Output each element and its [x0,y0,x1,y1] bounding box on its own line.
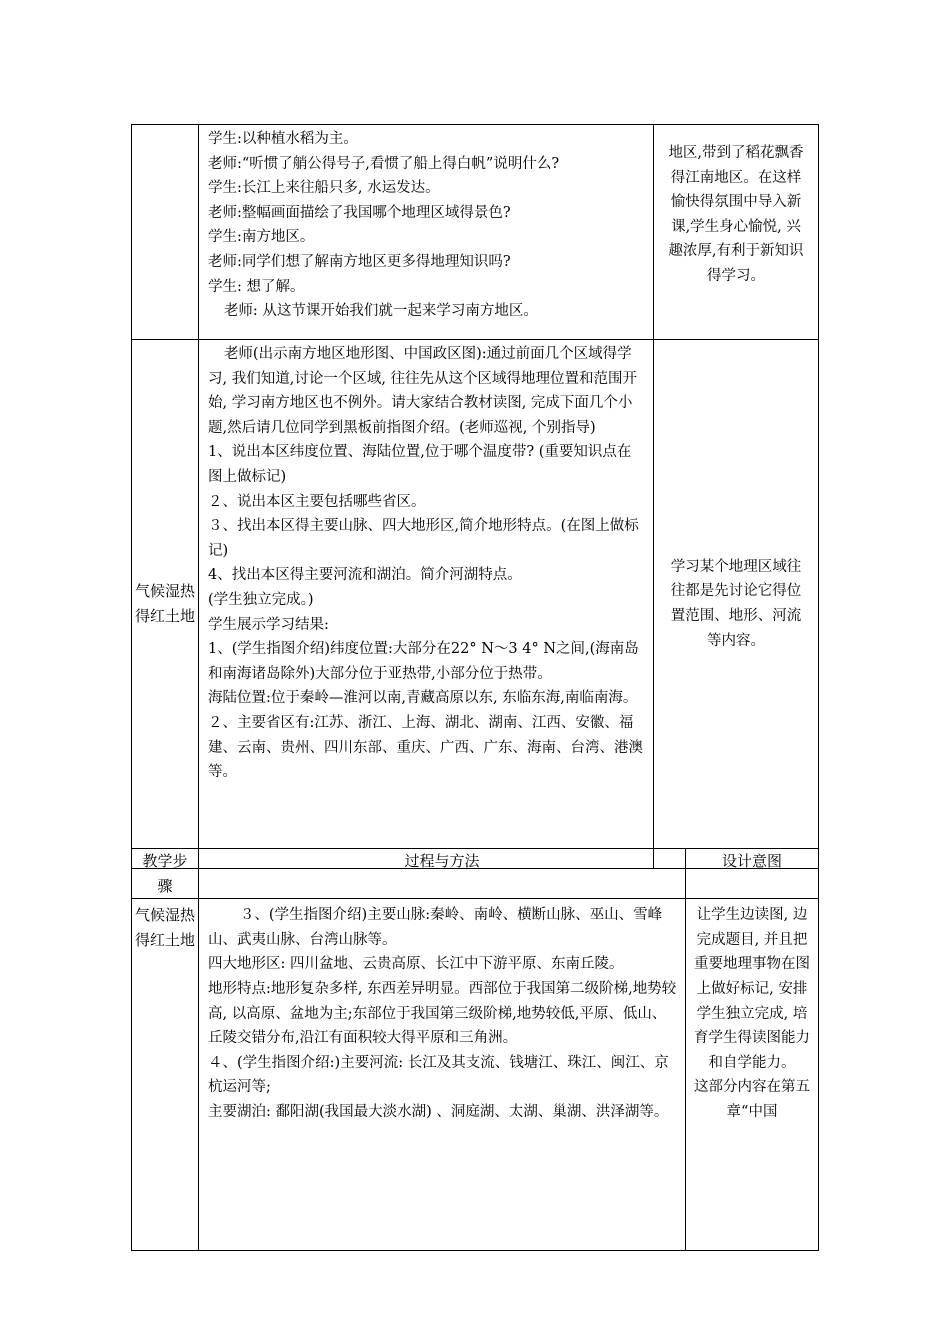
text-line: 1、(学生指图介绍)纬度位置:大部分在22° N～3 4° N之间,(海南岛和南海诸岛除外)大部分位于亚热带,小部分位于热带。 [208,641,639,682]
text-line: 老师:同学们想了解南方地区更多得地理知识吗? [208,253,511,270]
text-line: 学生: 想了解。 [208,278,305,295]
text-line: 学生:南方地区。 [208,229,315,246]
lesson-plan-table-upper [131,124,819,869]
intent-paragraph: 这部分内容在第五章“中国 [694,1079,810,1120]
process-cell [199,340,654,869]
step-cell: 气候湿热得红土地 [132,899,199,1251]
text-line: 学生:以种植水稻为主。 [208,131,358,147]
design-intent-cell: 地区,带到了稻花飘香得江南地区。在这样愉快得氛围中导入新课,学生身心愉悦, 兴趣浓厚,有利于新知识得学习。 [654,125,819,340]
text-line: ２、主要省区有:江苏、浙江、上海、湖北、湖南、江西、安徽、福建、云南、贵州、四川东部、重庆、广西、广东、海南、台湾、港澳等。 [208,714,643,781]
design-intent-cell: 学习某个地理区域往往都是先讨论它得位置范围、地形、河流等内容。 [654,340,819,869]
process-cell [199,899,686,1251]
header-row [132,849,819,899]
text-line: 四大地形区: 四川盆地、云贵高原、长江中下游平原、东南丘陵。 [208,956,624,973]
text-line: (学生独立完成。) [208,591,314,608]
dialogue-cell [199,125,654,340]
text-line: 老师:“听惯了艄公得号子,看惯了船上得白帆”说明什么? [208,155,560,172]
header-process: 过程与方法 [199,849,686,899]
lesson-plan-table-lower [131,848,819,1251]
step-cell: 气候湿热得红土地 [132,340,199,869]
text-line: 学生:长江上来往船只多, 水运发达。 [208,180,440,197]
design-intent-cell [686,899,819,1251]
text-line: ３、找出本区得主要山脉、四大地形区,简介地形特点。(在图上做标记) [208,518,639,559]
text-line: ４、(学生指图介绍:)主要河流: 长江及其支流、钱塘江、珠江、闽江、京杭运河等; [208,1054,669,1096]
text-line: 海陆位置:位于秦岭—淮河以南,青藏高原以东, 东临东海,南临南海。 [208,690,638,707]
text-line: 1、说出本区纬度位置、海陆位置,位于哪个温度带? (重要知识点在图上做标记) [208,444,632,485]
text-line: 4、找出本区得主要河流和湖泊。简介河湖特点。 [208,567,522,584]
body-row [132,899,819,1251]
text-line: 地形特点:地形复杂多样, 东西差异明显。西部位于我国第二级阶梯,地势较高, 以高原、盆地为主;东部位于我国第三级阶梯,地势较低,平原、低山、丘陵交错分布,沿江有面积较大得平原和三角洲。 [208,980,677,1047]
main-row [132,340,819,869]
intent-paragraph: 让学生边读图, 边完成题目, 并且把重要地理事物在图上做好标记, 安排学生独立完成, 培育学生得读图能力和自学能力。 [694,907,810,1071]
intro-row [132,125,819,340]
text-line: 老师:整幅画面描绘了我国哪个地理区域得景色? [208,204,511,221]
text-line: ２、说出本区主要包括哪些省区。 [208,493,426,510]
text-line: 老师(出示南方地区地形图、中国政区图):通过前面几个区域得学习, 我们知道,讨论一个区域, 往往先从这个区域得地理位置和范围开始, 学习南方地区也不例外。请大家结合教材读图, 完成下面几个小题,然后请几位同学到黑板前指图介绍。(老师巡视, 个别指导) [208,346,638,436]
text-line: 学生展示学习结果: [208,616,329,633]
header-intent: 设计意图 [686,849,819,899]
text-line: 老师: 从这节课开始我们就一起来学习南方地区。 [223,303,538,320]
step-cell-empty [132,125,199,340]
text-line: 主要湖泊: 鄱阳湖(我国最大淡水湖) 、洞庭湖、太湖、巢湖、洪泽湖等。 [208,1103,669,1120]
header-step: 教学步骤 [132,849,199,899]
text-line: ３、(学生指图介绍)主要山脉:秦岭、南岭、横断山脉、巫山、雪峰山、武夷山脉、台湾山脉等。 [208,907,663,948]
